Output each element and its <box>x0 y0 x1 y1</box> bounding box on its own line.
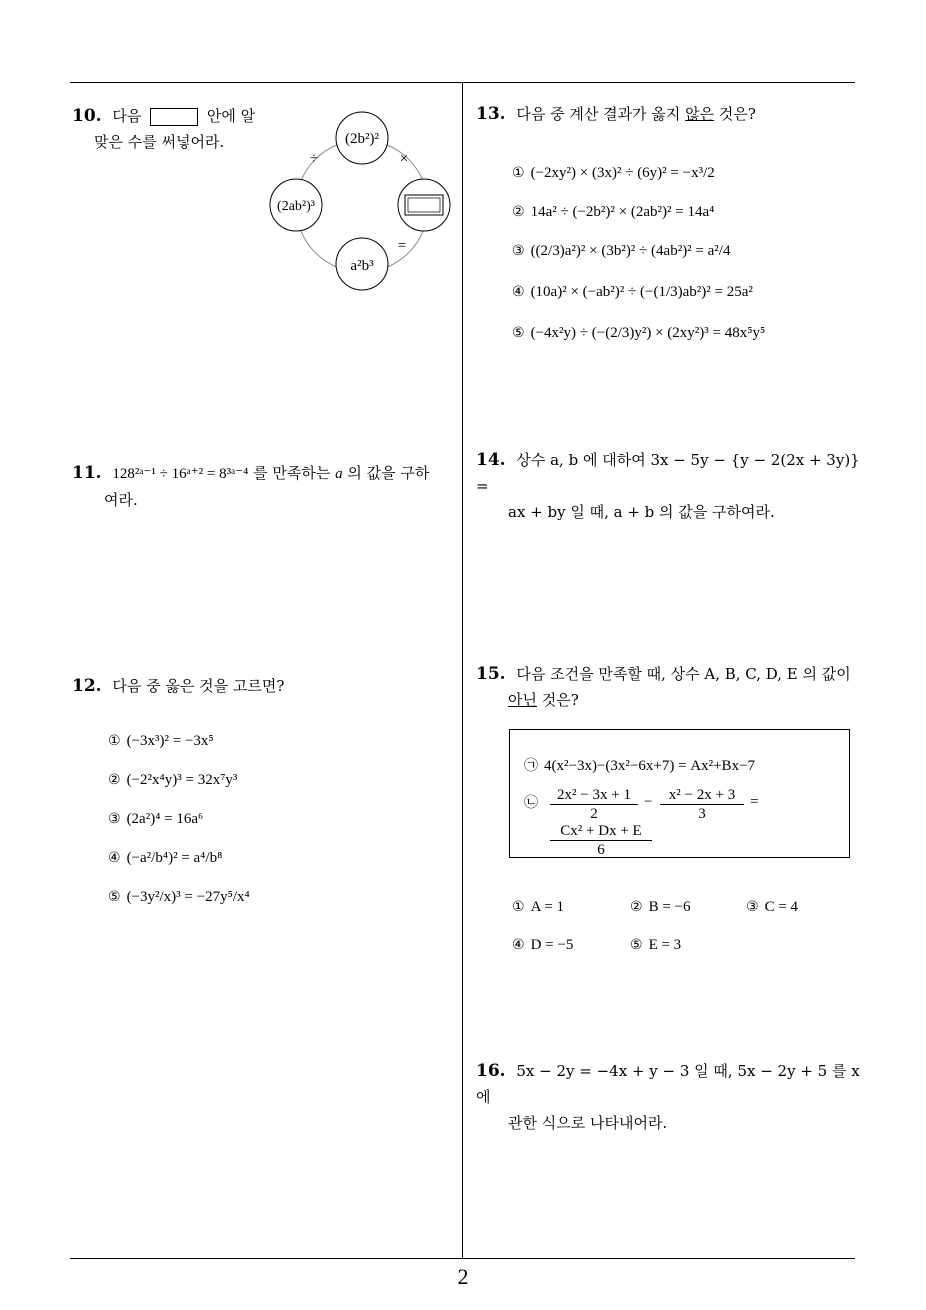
choice-expr: B = −6 <box>648 899 691 915</box>
question-16 <box>476 1058 861 1136</box>
question-text: 를 만족하는 <box>253 464 331 482</box>
answer-blank[interactable] <box>150 108 198 126</box>
question-text: 상수 a, b 에 대하여 3x − 5y − {y − 2(2x + 3y)} = <box>476 451 860 495</box>
choice-2[interactable] <box>108 772 237 789</box>
choice-expr: E = 3 <box>648 937 682 953</box>
choice-expr: (10a)² × (−ab²)² ÷ (−(1/3)ab²)² = 25a² <box>530 284 753 300</box>
choice-expr: ((2/3)a²)² × (3b²)² ÷ (4ab²)² = a²/4 <box>530 243 731 259</box>
question-number: 13. <box>476 104 506 124</box>
question-text: 다음 <box>112 107 142 125</box>
equation: 128²ᵃ⁻¹ ÷ 16ᵃ⁺² = 8³ᵃ⁻⁴ <box>112 466 249 482</box>
condition-mark: ㉠ <box>524 758 538 774</box>
choice-mark: ③ <box>108 811 121 827</box>
choice-mark: ② <box>512 204 525 220</box>
fraction-denominator: 3 <box>698 806 706 822</box>
choice-5[interactable] <box>630 937 681 954</box>
node-bottom-label: a²b³ <box>350 258 374 274</box>
column-divider <box>462 82 463 1258</box>
question-number: 15. <box>476 664 506 684</box>
bottom-rule <box>70 1258 855 1259</box>
choice-2[interactable] <box>630 899 691 916</box>
choice-4[interactable] <box>512 284 753 301</box>
operator-multiply: × <box>399 151 409 167</box>
choice-mark: ① <box>512 165 525 181</box>
choice-2[interactable] <box>512 204 714 221</box>
choice-mark: ③ <box>746 899 759 915</box>
choice-mark: ⑤ <box>108 889 121 905</box>
fraction-numerator: 2x² − 3x + 1 <box>550 786 638 805</box>
choice-mark: ② <box>630 899 643 915</box>
question-13 <box>476 101 856 127</box>
fraction-denominator: 6 <box>597 842 605 858</box>
choice-expr: 14a² ÷ (−2b²)² × (2ab²)² = 14a⁴ <box>530 204 715 220</box>
choice-mark: ① <box>108 733 121 749</box>
choice-5[interactable] <box>108 889 250 906</box>
question-text: 안에 알 <box>206 107 256 125</box>
question-text: 다음 중 계산 결과가 옳지 <box>516 105 681 123</box>
choice-1[interactable] <box>512 899 564 916</box>
choice-expr: (−a²/b⁴)² = a⁴/b⁸ <box>126 850 223 866</box>
choice-expr: (2a²)⁴ = 16a⁶ <box>126 811 204 827</box>
question-text: 5x − 2y = −4x + y − 3 일 때, 5x − 2y + 5 를 x 에 <box>476 1062 860 1106</box>
fraction-1 <box>550 786 638 823</box>
choice-mark: ③ <box>512 243 525 259</box>
condition-mark: ㉡ <box>524 795 538 811</box>
question-number: 10. <box>72 106 102 126</box>
choice-expr: (−4x²y) ÷ (−(2/3)y²) × (2xy²)³ = 48x⁵y⁵ <box>530 325 766 341</box>
question-text: 것은? <box>541 691 579 709</box>
variable: a <box>335 466 343 482</box>
choice-mark: ⑤ <box>512 325 525 341</box>
choice-mark: ① <box>512 899 525 915</box>
question-text: 다음 중 옳은 것을 고르면? <box>112 677 285 695</box>
choice-mark: ⑤ <box>630 937 643 953</box>
fraction-3 <box>550 822 652 859</box>
question-number: 12. <box>72 676 102 696</box>
equals-sign: = <box>750 794 759 810</box>
choice-4[interactable] <box>512 937 573 954</box>
question-number: 14. <box>476 450 506 470</box>
question-text: 의 값을 구하 <box>347 464 430 482</box>
minus-sign: − <box>644 794 653 810</box>
choice-mark: ② <box>108 772 121 788</box>
choice-3[interactable] <box>512 243 730 260</box>
question-emphasis: 않은 <box>685 105 715 123</box>
choice-mark: ④ <box>108 850 121 866</box>
question-12 <box>72 673 452 699</box>
fraction-numerator: x² − 2x + 3 <box>660 786 744 805</box>
circle-diagram <box>262 108 462 298</box>
question-number: 16. <box>476 1061 506 1081</box>
question-text: 여라. <box>104 491 138 509</box>
question-emphasis: 아닌 <box>508 691 537 709</box>
question-text: ax + by 일 때, a + b 의 값을 구하여라. <box>508 503 775 521</box>
choice-5[interactable] <box>512 325 765 342</box>
choice-expr: (−2xy²) × (3x)² ÷ (6y)² = −x³/2 <box>530 165 715 181</box>
node-top-label: (2b²)² <box>345 131 379 147</box>
choice-mark: ④ <box>512 937 525 953</box>
question-15 <box>476 661 861 713</box>
node-left-label: (2ab²)³ <box>277 199 315 214</box>
question-number: 11. <box>72 463 102 483</box>
choice-expr: C = 4 <box>764 899 799 915</box>
operator-divide: ÷ <box>309 151 319 167</box>
choice-mark: ④ <box>512 284 525 300</box>
question-10 <box>72 103 262 155</box>
condition-expr: 4(x²−3x)−(3x²−6x+7) = Ax²+Bx−7 <box>544 758 756 774</box>
choice-expr: D = −5 <box>530 937 574 953</box>
choice-expr: (−3x³)² = −3x⁵ <box>126 733 214 749</box>
operator-equals: = <box>397 238 407 254</box>
page-number: 2 <box>457 1264 469 1289</box>
choice-1[interactable] <box>108 733 214 750</box>
question-text: 것은? <box>718 105 756 123</box>
choice-4[interactable] <box>108 850 222 867</box>
question-text: 다음 조건을 만족할 때, 상수 A, B, C, D, E 의 값이 <box>516 665 851 683</box>
choice-expr: A = 1 <box>530 899 565 915</box>
condition-1 <box>524 755 755 775</box>
choice-expr: (−3y²/x)³ = −27y⁵/x⁴ <box>126 889 250 905</box>
question-text: 맞은 수를 써넣어라. <box>94 133 225 151</box>
fraction-denominator: 2 <box>590 806 598 822</box>
question-text: 관한 식으로 나타내어라. <box>508 1114 668 1132</box>
question-11 <box>72 460 457 513</box>
choice-3[interactable] <box>108 811 203 828</box>
fraction-numerator: Cx² + Dx + E <box>550 822 652 841</box>
choice-1[interactable] <box>512 165 715 182</box>
choice-expr: (−2²x⁴y)³ = 32x⁷y³ <box>126 772 238 788</box>
question-14 <box>476 447 861 525</box>
choice-3[interactable] <box>746 899 798 916</box>
fraction-2 <box>660 786 744 823</box>
